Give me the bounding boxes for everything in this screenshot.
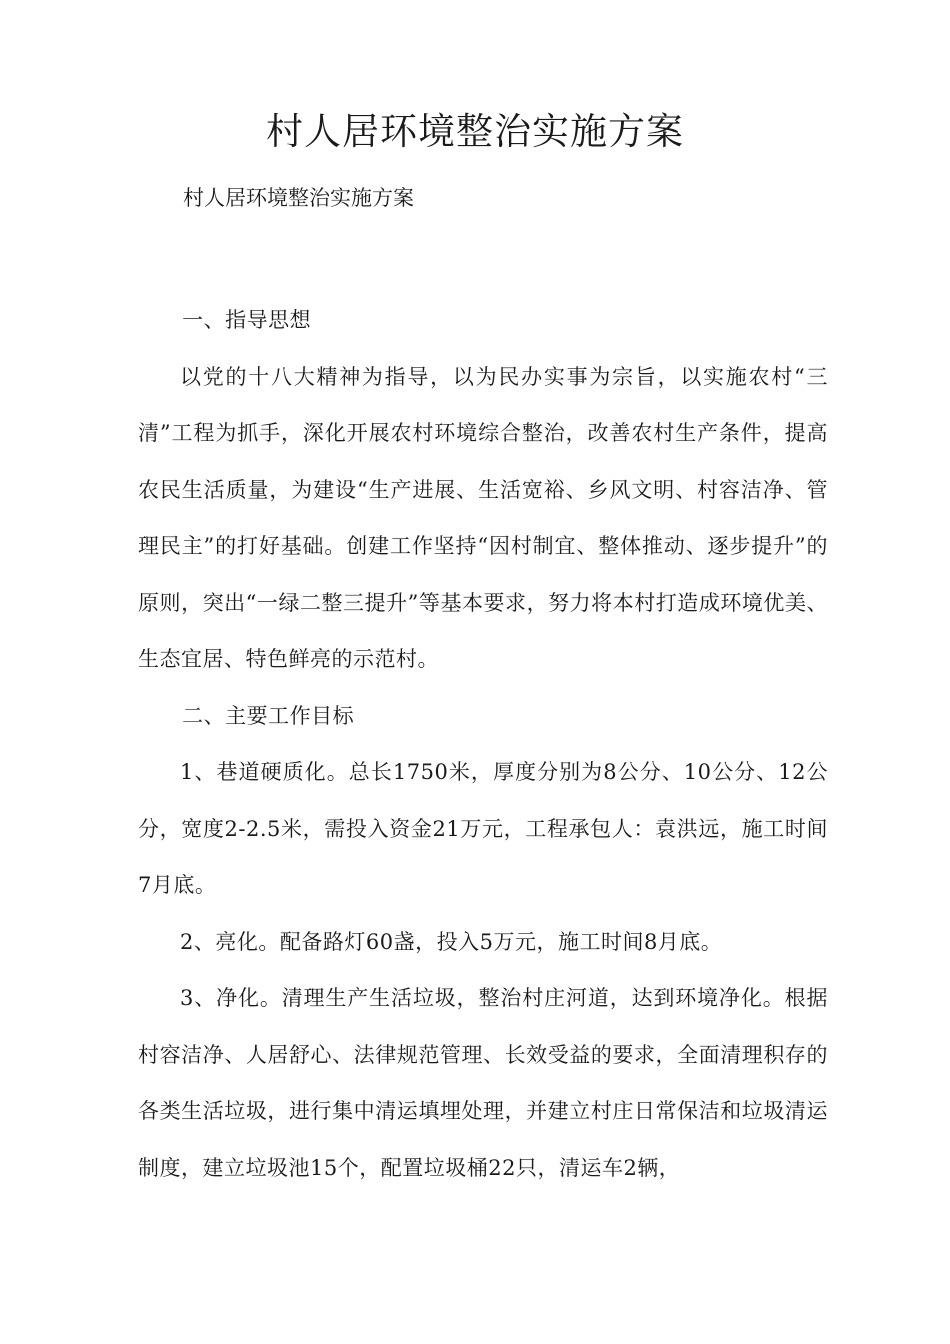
paragraph-guiding-ideology: 以党的十八大精神为指导，以为民办实事为宗旨，以实施农村“三清”工程为抓手，深化开展农村环境综合整治，改善农村生产条件，提高农民生活质量，为建设“生产进展、生活宽裕、乡风文明、村容洁净、管理民主”的打好基础。创建工作坚持“因村制宜、整体推动、逐步提升”的原则，突出“一绿二整三提升”等基本要求，努力将本村打造成环境优美、生态宜居、特色鲜亮的示范村。 (138, 364, 828, 671)
document-body (138, 292, 828, 1196)
document-subtitle: 村人居环境整治实施方案 (183, 186, 414, 210)
section-heading-guiding-ideology: 一、指导思想 (182, 308, 312, 332)
paragraph-goal-lighting: 2、亮化。配备路灯60盏，投入5万元，施工时间8月底。 (180, 929, 723, 954)
paragraph-goal-cleaning: 3、净化。清理生产生活垃圾，整治村庄河道，达到环境净化。根据村容洁净、人居舒心、法律规范管理、长效受益的要求，全面清理积存的各类生活垃圾，进行集中清运填埋处理，并建立村庄日常保洁和垃圾清运制度，建立垃圾池15个，配置垃圾桶22只，清运车2辆， (138, 986, 828, 1180)
document-title: 村人居环境整治实施方案 (266, 110, 684, 153)
paragraph-goal-lane-hardening: 1、巷道硬质化。总长1750米，厚度分别为8公分、10公分、12公分，宽度2-2.5米，需投入资金21万元，工程承包人：袁洪远，施工时间7月底。 (138, 760, 828, 897)
section-heading-main-goals: 二、主要工作目标 (182, 703, 355, 728)
